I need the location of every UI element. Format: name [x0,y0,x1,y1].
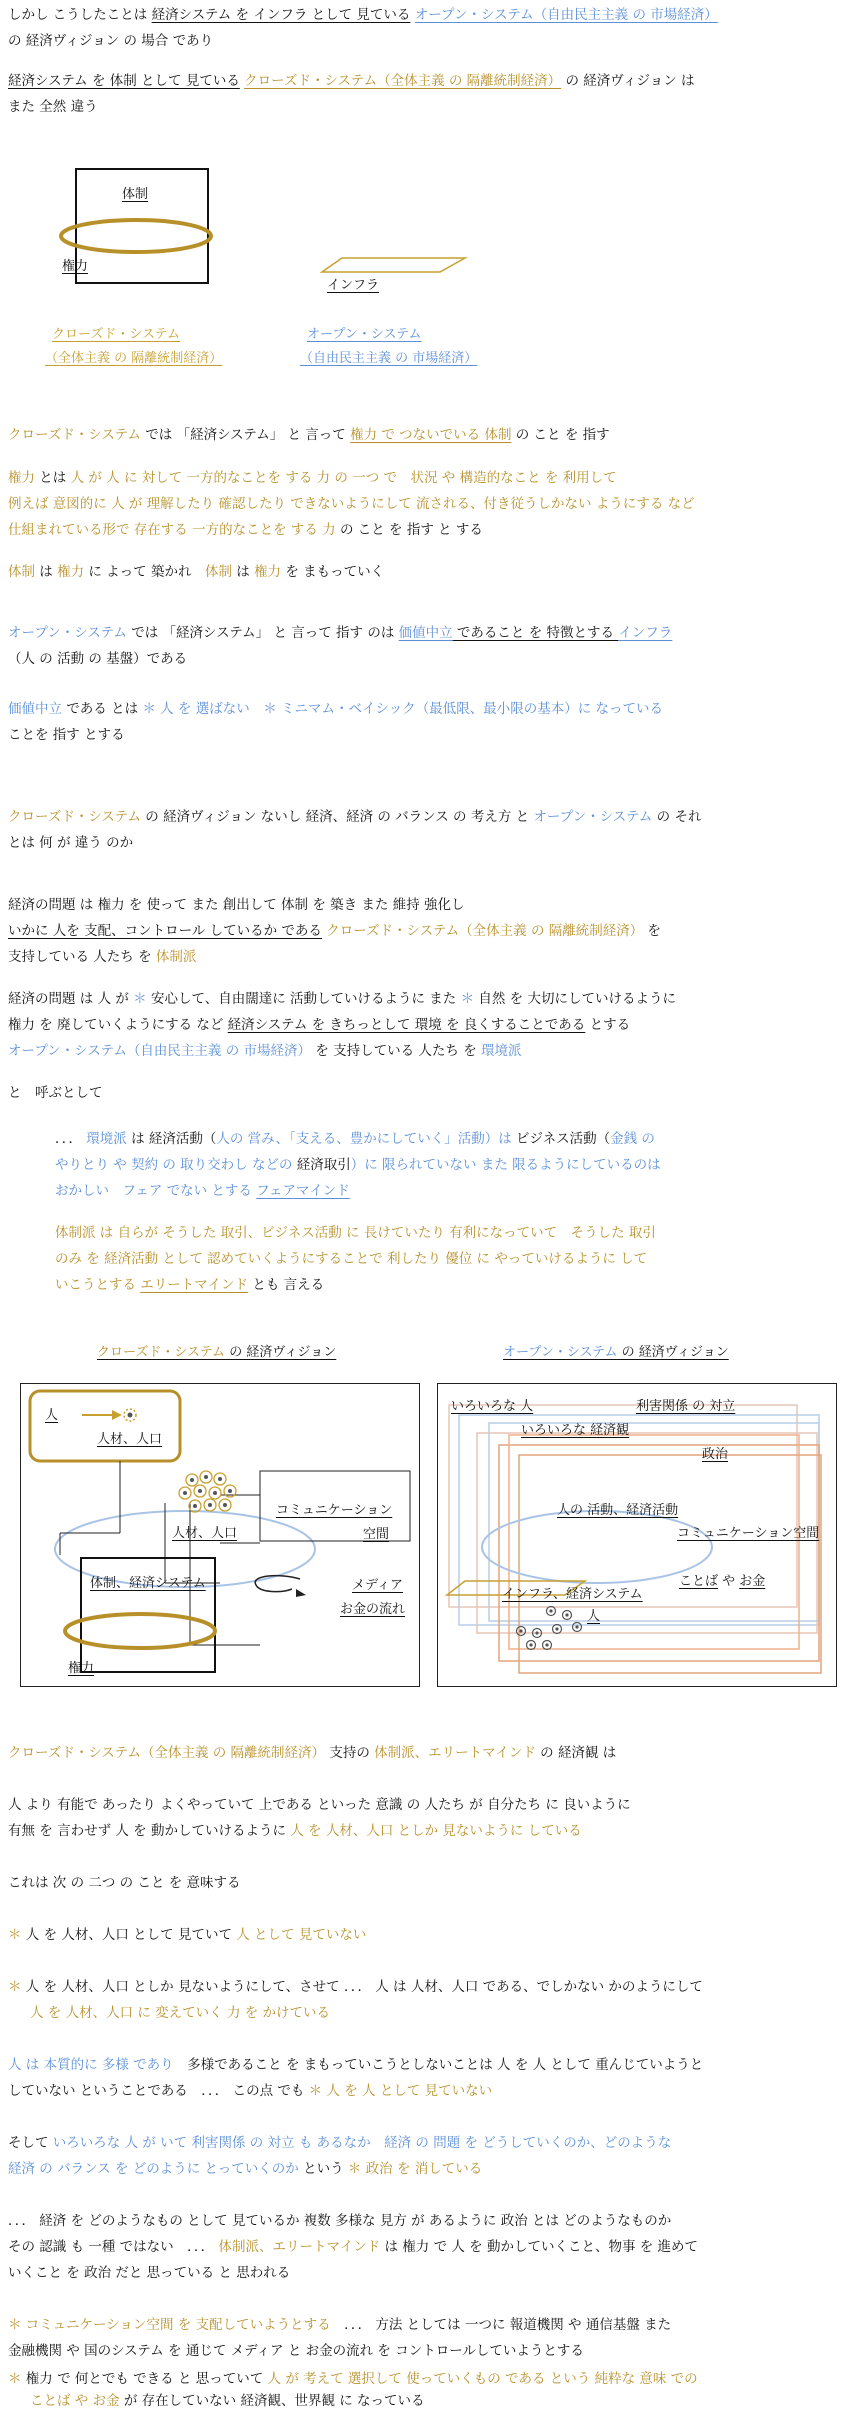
intro-line-4: また 全然 違う [8,99,98,115]
r-infra-label: インフラ、経済システム [502,1587,643,1602]
open-vision-title: オープン・システム の 経済ヴィジョン [503,1345,729,1360]
s5-line-e: のみ を 経済活動 として 認めていくようにすることで 利したり 優位 に やっていけるように して [55,1251,648,1267]
s3-line-b: とは 何 が 違う のか [8,835,134,851]
s6-line-r: ことば や お金 が 存在していない 経済観、世界観 に なっている [30,2393,425,2409]
katsudo-label: 人の 活動、経済活動 [557,1503,679,1518]
hito-label: 人 [45,1408,59,1423]
s4-line-b: いかに 人を 支配、コントロール しているか である クローズド・システム（全体主義 の 隔離統制経済） を [8,923,662,939]
s1-line-e: 体制 は 権力 に よって 築かれ 体制 は 権力 を まもっていく [8,564,385,580]
s6-line-g: 人 を 人材、人口 に 変えていく 力 を かけている [30,2005,331,2021]
taisei-system-label: 体制、経済システム [90,1576,206,1591]
s6-line-q: ＊ 権力 で 何とでも できる と 思っていて 人 が 考えて 選択して 使っていくもの である という 純粋な 意味 での [8,2371,698,2387]
seiji-label: 政治 [702,1447,729,1462]
kenryoku-ellipse-2 [62,1611,222,1655]
jinzai-label-mid: 人材、人口 [172,1526,238,1541]
keizaikan-label: いろいろな 経済観 [521,1423,630,1438]
infra-label: インフラ [327,278,380,293]
s2-line-c: 価値中立 である とは ＊ 人 を 選ばない ＊ ミニマム・ベイシック（最低限、最小限の基本）に なっている [8,701,664,717]
kenryoku-ellipse [58,218,218,258]
taisei-label: 体制 [122,187,149,202]
kenryoku-label: 権力 [62,259,89,274]
s4-line-d: 経済の問題 は 人 が ＊ 安心して、自由闊達に 活動していけるように また ＊ 自然 を 大切にしていけるように [8,991,676,1007]
s2-line-b: （人 の 活動 の 基盤）である [8,651,188,667]
closed-vision-title: クローズド・システム の 経済ヴィジョン [97,1345,337,1360]
communication-label: コミュニケーション [276,1503,393,1518]
r-hito-label: 人 [587,1609,601,1624]
s1-line-d: 仕組まれている形で 存在する 一方的なことを する 力 の こと を 指す と する [8,522,483,538]
s1-line-c: 例えば 意図的に 人 が 理解したり 確認したり できないようにして 流される、付き従うしかない ようにする など [8,496,695,512]
s6-line-f: ＊ 人 を 人材、人口 としか 見ないようにして、させて ．．． 人 は 人材、人口 である、でしかない かのようにして [8,1979,703,1995]
s5-line-b: やりとり や 契約 の 取り交わし などの 経済取引）に 限られていない また 限るようにしているのは [55,1157,661,1173]
s1-line-b: 権力 とは 人 が 人 に 対して 一方的なことを する 力 の 一つ で 状況 や 構造的なこと を 利用して [8,470,617,486]
r-communication-label: コミュニケーション空間 [677,1526,820,1541]
s4-line-c: 支持している 人たち を 体制派 [8,949,197,965]
s2-line-d: ことを 指す とする [8,727,125,743]
s4-line-f: オープン・システム（自由民主主義 の 市場経済） を 支持している 人たち を 環境派 [8,1043,522,1059]
jinzai-label-top: 人材、人口 [97,1432,163,1447]
s3-line-a: クローズド・システム の 経済ヴィジョン ないし 経済、経済 の バランス の 考え方 と オープン・システム の それ [8,809,702,825]
s6-line-n: いくこと を 政治 だと 思っている と 思われる [8,2265,291,2281]
s6-line-b: 人 より 有能で あったり よくやっていて 上である といった 意識 の 人たち が 自分たち に 良いように [8,1797,631,1813]
s6-line-a: クローズド・システム（全体主義 の 隔離統制経済） 支持の 体制派、エリートマインド の 経済観 は [8,1745,617,1761]
s5-line-f: いこうとする エリートマインド とも 言える [55,1277,325,1293]
kukan-label: 空間 [363,1527,390,1542]
s6-line-e: ＊ 人 を 人材、人口 として 見ていて 人 として 見ていない [8,1927,367,1943]
iroiro-hito-label: いろいろな 人 [451,1399,534,1414]
s6-line-i: していない ということである ．．． この点 でも ＊ 人 を 人 として 見ていない [8,2083,493,2099]
s6-line-o: ＊ コミュニケーション空間 を 支配していようとする ．．． 方法 としては 一つに 報道機関 や 通信基盤 また [8,2317,672,2333]
kotoba-okane-label: ことば や お金 [679,1574,766,1589]
open-system-subtitle: （自由民主主義 の 市場経済） [300,351,478,366]
s6-line-k: 経済 の バランス を どのように とっていくのか という ＊ 政治 を 消している [8,2161,483,2177]
s6-line-p: 金融機関 や 国のシステム を 通じて メディア と お金の流れ を コントロールしていようとする [8,2343,584,2359]
s6-line-h: 人 は 本質的に 多様 であり 多様であること を まもっていこうとしないことは 人 を 人 として 重んじていようと [8,2057,704,2073]
s5-line-a: ．．． 環境派 は 経済活動（人の 営み、「支える、豊かにしていく」活動）は ビジネス活動（金銭 の [55,1131,655,1147]
intro-line-1: しかし こうしたことは 経済システム を インフラ として 見ている オープン・システム（自由民主主義 の 市場経済） [8,7,718,23]
s5-line-d: 体制派 は 自らが そうした 取引、ビジネス活動 に 長けていたり 有利になっていて そうした 取引 [55,1225,656,1241]
s4-line-g: と 呼ぶとして [8,1085,103,1101]
kenryoku-label-2: 権力 [68,1661,95,1676]
s6-line-d: これは 次 の 二つ の こと を 意味する [8,1875,241,1891]
intro-line-2: の 経済ヴィジョン の 場合 であり [8,33,214,49]
s1-line-a: クローズド・システム では 「経済システム」 と 言って 権力 で つないでいる 体制 の こと を 指す [8,427,610,443]
money-flow-label: お金の流れ [340,1602,406,1617]
open-system-title: オープン・システム [307,327,422,342]
s2-line-a: オープン・システム では 「経済システム」 と 言って 指す のは 価値中立 であること を 特徴とする インフラ [8,625,673,641]
s4-line-a: 経済の問題 は 権力 を 使って また 創出して 体制 を 築き また 維持 強化し [8,897,465,913]
s5-line-c: おかしい フェア でない とする フェアマインド [55,1183,350,1199]
s4-line-e: 権力 を 廃していくようにする など 経済システム を きちっとして 環境 を 良くすることである とする [8,1017,631,1033]
s6-line-m: その 認識 も 一種 ではない ．．． 体制派、エリートマインド は 権力 で 人 を 動かしていくこと、物事 を 進めて [8,2239,699,2255]
s6-line-l: ．．． 経済 を どのようなもの として 見ているか 複数 多様な 見方 が あるように 政治 とは どのようなものか [8,2213,672,2229]
closed-system-title: クローズド・システム [52,327,181,342]
s6-line-j: そして いろいろな 人 が いて 利害関係 の 対立 も あるなか 経済 の 問題 を どうしていくのか、どのような [8,2135,672,2151]
media-label: メディア [352,1578,403,1593]
closed-system-subtitle: （全体主義 の 隔離統制経済） [45,351,223,366]
intro-line-3: 経済システム を 体制 として 見ている クローズド・システム（全体主義 の 隔離統制経済） の 経済ヴィジョン は [8,73,695,89]
rigai-label: 利害関係 の 対立 [636,1399,736,1414]
infra-plane [320,256,470,276]
s6-line-c: 有無 を 言わせず 人 を 動かしていけるように 人 を 人材、人口 としか 見ないように している [8,1823,582,1839]
